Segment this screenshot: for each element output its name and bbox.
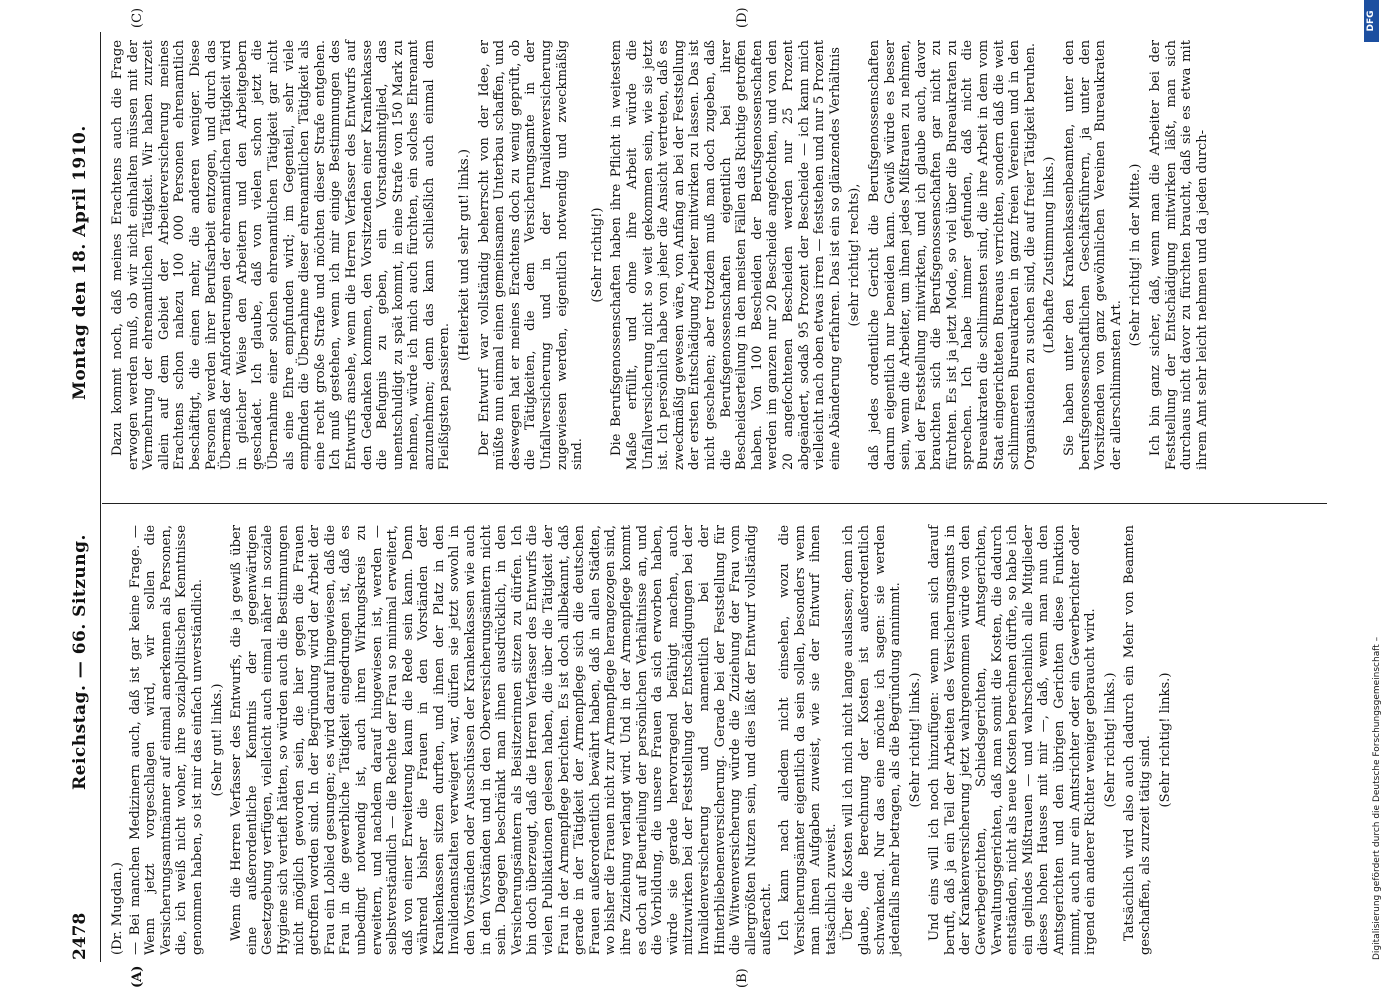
paragraph: Und eins will ich noch hinzufügen: wenn man sich darauf beruft, daß ja ein Teil der Arbeiten des Versicherungsamts in der Krankenversicherung jetzt wahrgenommen würde von den Gewerbegerichten, Schiedsgerichten, Amtsgerichten, Verwaltungsgerichten, daß man somit die Kosten, die dadurch entständen, nicht als neue Kosten berechnen dürfte, so habe ich ein gelindes Mißtrauen — und wahrscheinlich alle Mitglieder dieses hohen Hauses mit mir —, daß, wenn man nun den Amtsgerichten und den übrigen Gerichten diese Funktion nimmt, auch nur ein Amtsrichter oder ein Gewerberichter oder irgend ein anderer Richter weniger gebraucht wird. bbox=[927, 525, 1099, 955]
page-number: 2478 bbox=[70, 912, 90, 960]
page-header bbox=[70, 40, 100, 960]
paragraph: (Dr. Mugdan.) bbox=[110, 862, 125, 955]
interjection: (sehr richtig! rechts), bbox=[847, 183, 863, 327]
paragraph: daß jedes ordentliche Gericht die Berufsgenossenschaften darum eigentlich nur beneiden kann. Gewiß würde es besser sein, wenn die Arbeiter, um ihnen jedes Mißtrauen zu nehmen, bei der Feststellung mitwirkten, und ich glaube auch, davor brauchten sich die Berufsgenossenschaften gar nicht zu fürchten. Es ist ja jetzt Mode, so viel über die Bureaukraten zu sprechen. Ich habe immer gefunden, daß nicht die Bureaukraten die schlimmsten sind, die ihre Arbeit in dem vom Staat eingerichteten Bureaus verrichten, sondern daß die weit schlimmeren Bureaukraten in ganz freien Vereinen und in den Organisationen zu suchen sind, die auf freier Tätigkeit beruhen. bbox=[866, 40, 1038, 470]
header-right-title: Montag den 18. April 1910. bbox=[70, 125, 90, 400]
column-divider bbox=[102, 503, 1327, 504]
paragraph: Ich bin ganz sicher, daß, wenn man die Arbeiter bei der Feststellung der Entschädigung mitwirken läßt, man sich durchaus nicht davor zu fürchten braucht, daß sie es etwa mit ihrem Amt sehr leicht nehmen und da jeden durch- bbox=[1148, 40, 1210, 470]
interjection: (Sehr richtig! links.) bbox=[1102, 672, 1118, 808]
interjection: (Sehr gut! links.) bbox=[209, 683, 225, 797]
header-left-title: Reichstag. — 66. Sitzung. bbox=[70, 534, 90, 790]
margin-mark-a: (A) bbox=[130, 965, 145, 988]
digitization-credit: Digitalisierung gefördert durch die Deutsche Forschungsgemeinschaft – bbox=[1372, 636, 1382, 960]
margin-mark-b: (B) bbox=[735, 968, 750, 988]
left-text-column bbox=[110, 525, 1177, 955]
interjection: (Heiterkeit und sehr gut! links.) bbox=[457, 149, 473, 361]
paragraph: Sie haben unter den Krankenkassenbeamten, unter den berufsgenossenschaftlichen Geschäftsführern, ja unter den Vorsitzenden von ganz gewöhnlichen Vereinen Bureaukraten der allerschlimmsten Art. bbox=[1062, 40, 1124, 470]
right-text-column bbox=[110, 40, 1212, 470]
paragraph: Wenn die Herren Verfasser des Entwurfs, die ja gewiß über eine außerordentliche Kenntnis der gegenwärtigen Gesetzgebung verfügen, vielleicht auch einmal näher in soziale Hygiene sich vertieft hätten, so würden auch die Bestimmungen nicht möglich geworden sein, die hier gegen die Frauen getroffen worden sind. In der Begründung wird der Arbeit der Frau ein Loblied gesungen; es wird darauf hingewiesen, daß die Frau in die gewerbliche Tätigkeit eingedrungen ist, daß es unbedingt notwendig ist, auch ihren Wirkungskreis zu erweitern, und nachdem darauf hingewiesen ist, werden — selbstverständlich — die Rechte der Frau so minimal erweitert, daß von einer Erweiterung kaum die Rede sein kann. Denn während bisher die Frauen in den Vorständen der Krankenkassen sitzen durften, und ihnen der Platz in den Invalidenanstalten verweigert war, dürfen sie jetzt sowohl in den Vorständen oder Ausschüssen der Krankenkassen wie auch in den Vorständen und in den Oberversicherungsämtern nicht sein. Dagegen beschränkt man ihnen ausdrücklich, in den Versicherungsämtern als Beisitzerinnen sitzen zu dürfen. Ich bin doch überzeugt, daß die Herren Verfasser des Entwurfs die vielen Publikationen gelesen haben, die über die Tätigkeit der Frau in der Armenpflege berichten. Es ist doch allbekannt, daß gerade in der Tätigkeit der Armenpflege sich die deutschen Frauen außerordentlich bewährt haben, daß in allen Städten, wo bisher die Frauen nicht zur Armenpflege herangezogen sind, ihre Zuziehung verlangt wird. Und in der Armenpflege kommt es doch auf Beurteilung der persönlichen Verhältnisse an, und die Vorbildung, die unsere Frauen da sich erworben haben, würde sie gerade hervorragend befähigt machen, auch mitzuwirken bei der Feststellung der Entschädigungen bei der Invalidenversicherung und namentlich bei der Hinterbliebenenversicherung. Gerade bei der Feststellung für die Witwenversicherung würde die Zuziehung der Frau vom allergrößten Nutzen sein, und dies läßt der Entwurf vollständig außeracht. bbox=[229, 525, 775, 955]
margin-mark-d: (D) bbox=[735, 7, 750, 28]
paragraph: Die Berufsgenossenschaften haben ihre Pflicht in weitestem Maße erfüllt, und ohne ihre Arbeit würde die Unfallversicherung nicht so weit gekommen sein, wie sie jetzt ist. Ich persönlich habe von jeher die Ansicht vertreten, daß es zweckmäßig gewesen wäre, von Anfang an bei der Feststellung der ersten Entschädigung Arbeiter mitwirken zu lassen. Das ist nicht geschehen; aber trotzdem muß man doch zugeben, daß die Berufsgenossenschaften eigentlich bei ihrer Bescheidserteilung in den meisten Fällen das Richtige getroffen haben. Von 100 Bescheiden der Berufsgenossenschaften werden im ganzen nur 20 Bescheide angefochten, und von den 20 angefochtenen Bescheiden werden nur 25 Prozent abgeändert, sodaß 95 Prozent der Bescheide — ich kann mich vielleicht nach oben etwas irren — feststehen und nur 5 Prozent eine Abänderung erfahren. Das ist ein so glänzendes Verhältnis bbox=[609, 40, 843, 470]
paragraph: Tatsächlich wird also auch dadurch ein Mehr von Beamten geschaffen, als zurzeit tätig sind. bbox=[1122, 525, 1153, 955]
interjection: (Sehr richtig! in der Mitte.) bbox=[1128, 163, 1144, 347]
interjection: (Sehr richtig!) bbox=[589, 207, 605, 303]
paragraph: Der Entwurf war vollständig beherrscht von der Idee, er müßte nun einmal einen gemeinsamen Unterbau schaffen, und deswegen hat er meines Erachtens doch zu wenig geprüft, ob die Tätigkeiten, die dem Versicherungsamte in der Unfallversicherung und in der Invalidenversicherung zugewiesen werden, eigentlich notwendig und zweckmäßig sind. bbox=[476, 40, 586, 470]
interjection: (Sehr richtig! links.) bbox=[1157, 672, 1173, 808]
margin-mark-c: (C) bbox=[130, 7, 145, 28]
interjection: (Lebhafte Zustimmung links.) bbox=[1042, 156, 1058, 354]
header-rule bbox=[100, 32, 101, 962]
dfg-logo: DFG bbox=[1364, 0, 1379, 42]
paragraph: — Bei manchen Medizinern auch, daß ist gar keine Frage. — Wenn jetzt vorgeschlagen wird, wir sollen die Versicherungsamtmänner auf einmal anerkennen als Personen, die, ich weiß nicht woher, ihre sozialpolitischen Kenntnisse genommen haben, so ist mir das einfach unverständlich. bbox=[127, 525, 205, 955]
paragraph: Ich kann nach alledem nicht einsehen, wozu die Versicherungsämter eigentlich da sein sollen, besonders wenn man ihnen Aufgaben zuweist, wie sie der Entwurf ihnen tatsächlich zuweist. bbox=[776, 525, 839, 955]
interjection: (Sehr richtig! links.) bbox=[907, 672, 923, 808]
paragraph: Dazu kommt noch, daß meines Erachtens auch die Frage erwogen werden muß, ob wir nicht einhalten müssen mit der Vermehrung der ehrenamtlichen Tätigkeit. Wir haben zurzeit allein auf dem Gebiet der Arbeiterversicherung meines Erachtens schon nahezu 100 000 Personen ehrenamtlich beschäftigt, die einen mehr, die anderen weniger. Diese Personen werden ihrer Berufsarbeit entzogen, und durch das Übermaß der Anforderungen der ehrenamtlichen Tätigkeit wird in gleicher Weise den Arbeitern und den Arbeitgebern geschadet. Ich glaube, daß von vielen schon jetzt die Übernahme einer solchen ehrenamtlichen Tätigkeit gar nicht als eine Ehre empfunden wird; im Gegenteil, sehr viele empfinden die Übernahme dieser ehrenamtlichen Tätigkeit als eine recht große Strafe und möchten dieser Strafe entgehen. Ich muß gestehen, wenn ich mir einige Bestimmungen des Entwurfs ansehe, wenn die Herren Verfasser des Entwurfs auf den Gedanken kommen, den Vorsitzenden einer Krankenkasse die Befugnis zu geben, ein Vorstandsmitglied, das unentschuldigt zu spät kommt, in eine Strafe von 150 Mark zu nehmen, würde ich mich auch fürchten, ein solches Ehrenamt anzunehmen; denn das kann schließlich auch einmal dem Fleißigsten passieren. bbox=[110, 40, 453, 470]
paragraph: Über die Kosten will ich mich nicht lange auslassen; denn ich glaube, die Berechnung der Kosten ist außerordentlich schwankend. Nur das eine möchte ich sagen: sie werden jedenfalls mehr betragen, als die Begründung annimmt. bbox=[841, 525, 904, 955]
